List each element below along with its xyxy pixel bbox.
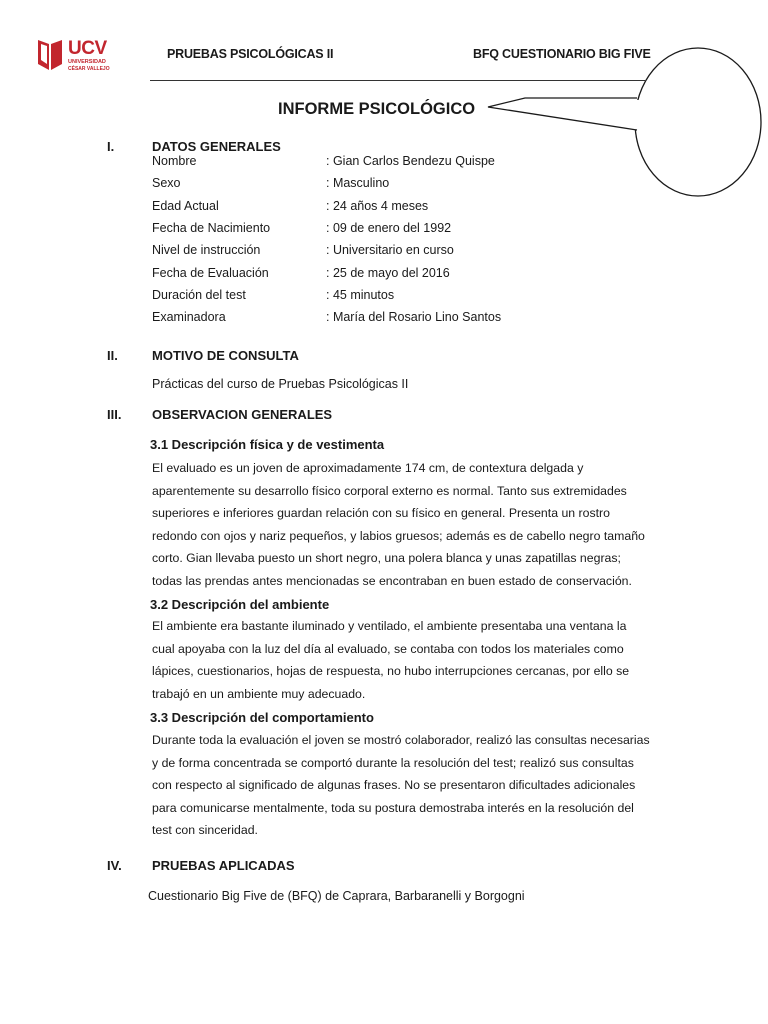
- section-2-number: II.: [107, 348, 118, 363]
- paragraph-line: El evaluado es un joven de aproximadamente 174 cm, de contextura delgada y: [152, 461, 584, 475]
- header-right-title: BFQ CUESTIONARIO BIG FIVE: [473, 47, 651, 61]
- datos-value: : Gian Carlos Bendezu Quispe: [326, 154, 495, 168]
- datos-value: : Universitario en curso: [326, 243, 454, 257]
- datos-value: : 25 de mayo del 2016: [326, 266, 450, 280]
- paragraph-line: corto. Gian llevaba puesto un short negro, una polera blanca y unas zapatillas negras;: [152, 551, 621, 565]
- subsection-3-2-title: 3.2 Descripción del ambiente: [150, 597, 330, 612]
- section-1-title: DATOS GENERALES: [152, 139, 281, 154]
- section-4-title: PRUEBAS APLICADAS: [152, 858, 295, 873]
- datos-label: Fecha de Nacimiento: [152, 221, 271, 235]
- datos-value: : María del Rosario Lino Santos: [326, 310, 502, 324]
- paragraph-line: Durante toda la evaluación el joven se mostró colaborador, realizó las consultas necesarias: [152, 733, 650, 747]
- header-left-title: PRUEBAS PSICOLÓGICAS II: [167, 47, 334, 61]
- subsection-3-3-paragraph: [152, 729, 660, 842]
- subsection-3-1-title: 3.1 Descripción física y de vestimenta: [150, 437, 385, 452]
- paragraph-line: cual apoyaba con la luz del día al evaluado, se contaba con todos los materiales como: [152, 641, 624, 656]
- report-title: INFORME PSICOLÓGICO: [278, 100, 476, 118]
- section-1-number: I.: [107, 139, 115, 154]
- section-3-number: III.: [107, 407, 122, 422]
- paragraph-line: con respecto al significado de algunas frases. No se presentaron dificultades adicionales: [152, 778, 636, 792]
- paragraph-line: El ambiente era bastante iluminado y ventilado, el ambiente presentaba una ventana la: [152, 619, 627, 633]
- section-2-text: Prácticas del curso de Pruebas Psicológicas II: [152, 377, 409, 391]
- section-4-text: Cuestionario Big Five de (BFQ) de Caprara, Barbaranelli y Borgogni: [148, 889, 525, 903]
- datos-label: Nivel de instrucción: [152, 243, 261, 257]
- section-4-number: IV.: [107, 858, 122, 873]
- section-2-title: MOTIVO DE CONSULTA: [152, 348, 299, 363]
- ucv-logo: [38, 38, 118, 72]
- datos-value: : 09 de enero del 1992: [326, 221, 452, 235]
- paragraph-line-last: trabajó en un ambiente muy adecuado.: [152, 686, 366, 701]
- paragraph-line-last: todas las prendas antes mencionadas se encontraban en buen estado de conservación.: [152, 573, 632, 588]
- subsection-3-1-paragraph: [152, 457, 660, 592]
- datos-value: : Masculino: [326, 176, 390, 190]
- paragraph-line: lápices, cuestionarios, hojas de respuesta, no hubo interrupciones cercanas, por ello se: [152, 664, 630, 678]
- paragraph-line-last: test con sinceridad.: [152, 823, 258, 837]
- paragraph-line: redondo con ojos y nariz pequeños, y labios gruesos; además es de cabello negro tamaño: [152, 528, 645, 543]
- paragraph-line: para comunicarse mentalmente, toda su postura demostraba interés en la resolución del: [152, 800, 634, 815]
- datos-value: : 45 minutos: [326, 288, 395, 302]
- paragraph-line: y de forma concentrada se comportó durante la resolución del test; realizó sus consultas: [152, 755, 634, 770]
- logo-sub1: UNIVERSIDAD: [68, 59, 106, 65]
- speech-bubble: [480, 40, 768, 205]
- logo-sub2: CÉSAR VALLEJO: [68, 66, 110, 72]
- datos-label: Examinadora: [152, 310, 226, 324]
- section-3-title: OBSERVACION GENERALES: [152, 407, 333, 422]
- subsection-3-2-paragraph: [152, 615, 660, 705]
- paragraph-line: superiores e inferiores guardan relación con su físico en general. Presenta un rostro: [152, 506, 610, 520]
- datos-label: Duración del test: [152, 288, 246, 302]
- datos-label: Sexo: [152, 176, 181, 190]
- subsection-3-3-title: 3.3 Descripción del comportamiento: [150, 710, 374, 725]
- logo-main: UCV: [68, 38, 107, 59]
- datos-label: Edad Actual: [152, 199, 219, 213]
- datos-label: Nombre: [152, 154, 197, 168]
- datos-label: Fecha de Evaluación: [152, 266, 269, 280]
- paragraph-line: aparentemente su desarrollo físico corporal externo es normal. Tanto sus extremidades: [152, 483, 627, 498]
- datos-value: : 24 años 4 meses: [326, 199, 429, 213]
- ucv-shield-icon: [38, 38, 64, 72]
